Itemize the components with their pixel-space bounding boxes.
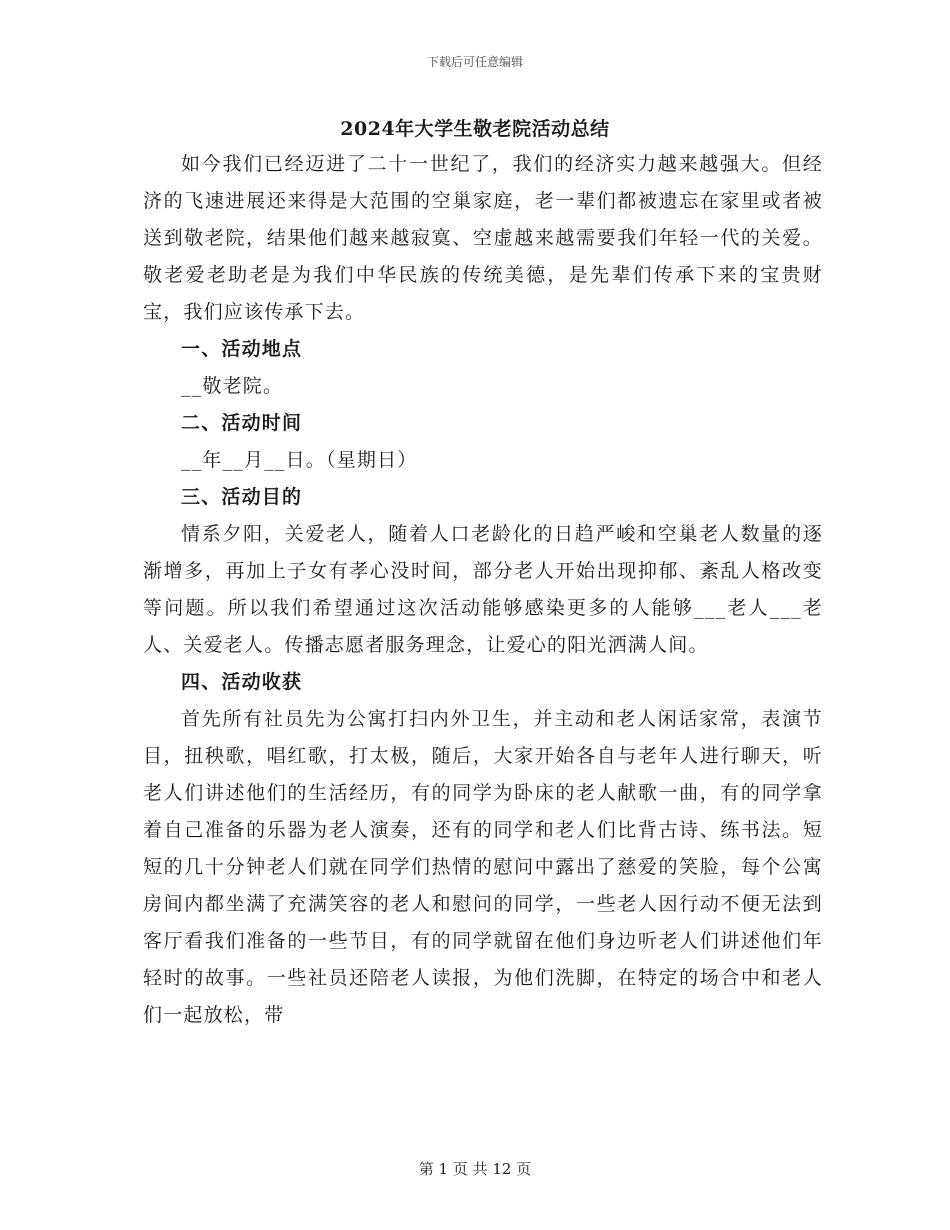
page-number-footer: 第 1 页 共 12 页 — [418, 1160, 532, 1178]
section-text-time: __年__月__日。（星期日） — [181, 449, 418, 471]
section-heading-purpose: 三、活动目的 — [181, 486, 303, 508]
section-text-purpose: 情系夕阳，关爱老人，随着人口老龄化的日趋严峻和空巢老人数量的逐渐增多，再加上子女有孝心没时间，部分老人开始出现抑郁、紊乱人格改变等问题。所以我们希望通过这次活动能够感染更多的人能够___老人___老人、关爱老人。传播志愿者服务理念，让爱心的阳光洒满人间。 — [143, 523, 823, 656]
section-heading-results: 四、活动收获 — [181, 671, 303, 693]
document-title: 2024年大学生敬老院活动总结 — [340, 118, 610, 140]
section-heading-time: 二、活动时间 — [181, 412, 303, 434]
header-note: 下载后可任意编辑 — [426, 55, 523, 69]
section-heading-location: 一、活动地点 — [181, 338, 303, 360]
section-text-results: 首先所有社员先为公寓打扫内外卫生，并主动和老人闲话家常，表演节目，扭秧歌，唱红歌，打太极，随后，大家开始各自与老年人进行聊天，听老人们讲述他们的生活经历，有的同学为卧床的老人献歌一曲，有的同学拿着自己准备的乐器为老人演奏，还有的同学和老人们比背古诗、练书法。短短的几十分钟老人们就在同学们热情的慰问中露出了慈爱的笑脸，每个公寓房间内都坐满了充满笑容的老人和慰问的同学，一些老人因行动不便无法到客厅看我们准备的一些节目，有的同学就留在他们身边听老人们讲述他们年轻时的故事。一些社员还陪老人读报，为他们洗脚，在特定的场合中和老人们一起放松，带 — [143, 708, 823, 1026]
intro-paragraph: 如今我们已经迈进了二十一世纪了，我们的经济实力越来越强大。但经济的飞速进展还来得是大范围的空巢家庭，老一辈们都被遗忘在家里或者被送到敬老院，结果他们越来越寂寞、空虚越来越需要我们年轻一代的关爱。敬老爱老助老是为我们中华民族的传统美德，是先辈们传承下来的宝贵财宝，我们应该传承下去。 — [143, 153, 823, 323]
section-text-location: __敬老院。 — [181, 375, 284, 397]
document-body — [143, 146, 823, 1034]
